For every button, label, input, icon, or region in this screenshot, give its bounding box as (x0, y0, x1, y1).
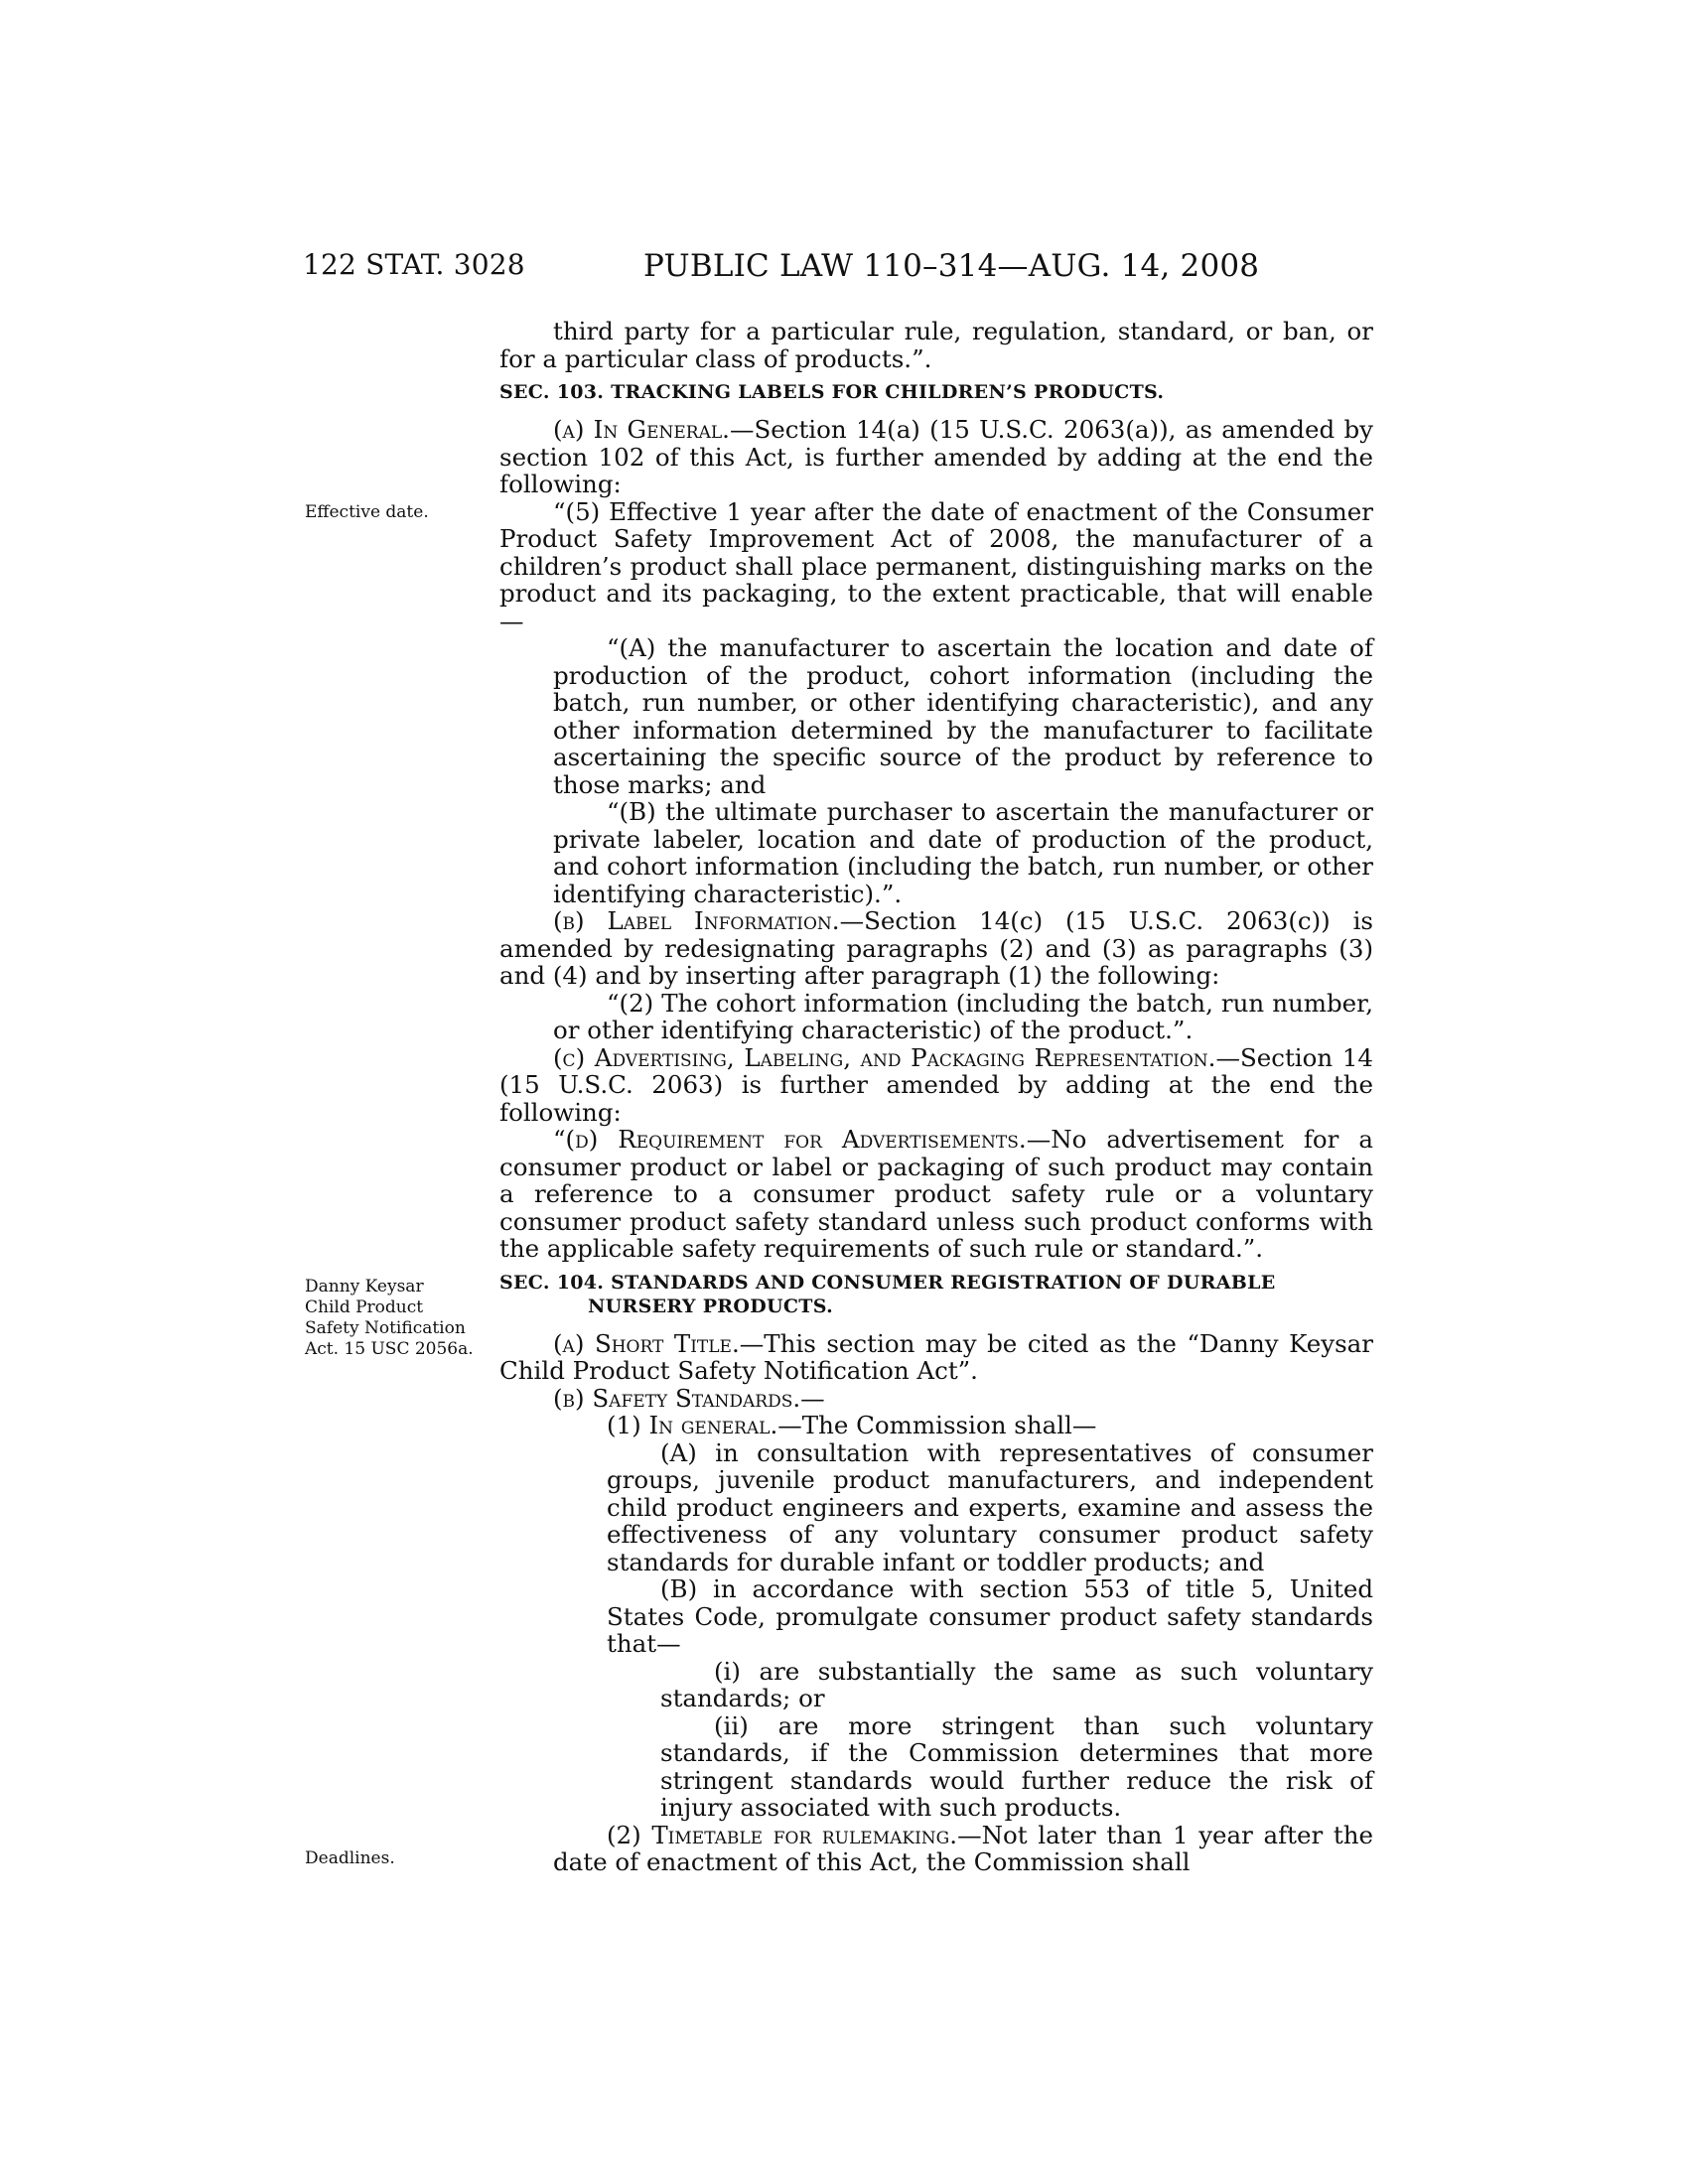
sec104-b-label: (b) Safety Standards. (553, 1383, 801, 1413)
sec103-b-text: —Section 14(c) (15 U.S.C. 2063(c)) is amended by redesignating paragraphs (2) and (3) as paragraphs (3) and (4) and by inserting after paragraph (1) the following: (499, 906, 1373, 990)
sec103-subsection-b (499, 907, 1373, 990)
section-103-heading: SEC. 103. TRACKING LABELS FOR CHILDREN’S PRODUCTS. (499, 381, 1165, 403)
sec104-paragraph-b1B: (B) in accordance with section 553 of title 5, United States Code, promulgate consumer product safety standards that— (607, 1574, 1373, 1658)
sec104-paragraph-b1A: (A) in consultation with representatives of consumer groups, juvenile product manufacturers, and independent child product engineers and experts, examine and assess the effectiveness of any voluntary consumer product safety standards for durable infant or toddler products; and (607, 1437, 1373, 1576)
section-104-heading-line-1: SEC. 104. STANDARDS AND CONSUMER REGISTRATION OF DURABLE (499, 1271, 1276, 1294)
sec103-paragraph-b2: “(2) The cohort information (including the batch, run number, or other identifying characteristic) of the product.”. (553, 988, 1373, 1044)
section-104-heading-line-2: NURSERY PRODUCTS. (588, 1295, 834, 1317)
sec103-a-label: (a) In General. (553, 415, 730, 444)
margin-note-danny-keysar: Danny Keysar Child Product Safety Notification Act. 15 USC 2056a. (305, 1277, 474, 1359)
sec104-subsection-a (499, 1330, 1373, 1385)
sec104-b-text: — (800, 1383, 825, 1413)
running-header (303, 248, 1395, 288)
sec103-a-text: —Section 14(a) (15 U.S.C. 2063(a)), as amended by section 102 of this Act, is further amended by adding at the end the following: (499, 415, 1373, 498)
sec103-paragraph-5A: “(A) the manufacturer to ascertain the location and date of production of the product, cohort information (including the batch, run number, or other identifying characteristic), and any other information determined by the manufacturer to facilitate ascertaining the specific source of the product by reference to those marks; and (553, 633, 1373, 799)
sec104-b2-text: —Not later than 1 year after the date of enactment of this Act, the Commission shall (553, 1820, 1373, 1876)
sec104-b2-label: (2) Timetable for rulemaking. (607, 1820, 958, 1849)
sec103-paragraph-5B: “(B) the ultimate purchaser to ascertain the manufacturer or private labeler, location and date of production of the product, and cohort information (including the batch, run number, or other identifying characteristic).”. (553, 797, 1373, 908)
sec103-subsection-a (499, 416, 1373, 498)
sec103-d-label: “(d) Requirement for Advertisements. (553, 1125, 1027, 1154)
sec103-c-text: —Section 14 (15 U.S.C. 2063) is further amended by adding at the end the following: (499, 1042, 1373, 1127)
continuation-paragraph: third party for a particular rule, regulation, standard, or ban, or for a particular class of products.”. (499, 317, 1373, 373)
sec104-a-label: (a) Short Title. (553, 1328, 740, 1358)
sec104-paragraph-b1 (499, 1412, 1373, 1439)
sec104-a-text: —This section may be cited as the “Danny Keysar Child Product Safety Notification Act”. (499, 1328, 1373, 1385)
sec103-subsection-d (499, 1126, 1373, 1263)
sec103-paragraph-5: “(5) Effective 1 year after the date of enactment of the Consumer Product Safety Improvement Act of 2008, the manufacturer of a children’s product shall place permanent, distinguishing marks on the product and its packaging, to the extent practicable, that will enable— (499, 496, 1373, 635)
body-text (499, 318, 1373, 1876)
margin-note-effective-date: Effective date. (305, 502, 429, 522)
margin-note-deadlines: Deadlines. (305, 1848, 395, 1868)
sec104-b1-label: (1) In general. (607, 1411, 778, 1439)
law-title: PUBLIC LAW 110–314—AUG. 14, 2008 (643, 248, 1260, 284)
sec104-paragraph-b2 (499, 1822, 1373, 1876)
sec104-clause-i: (i) are substantially the same as such voluntary standards; or (660, 1656, 1373, 1712)
sec103-d-text: —No advertisement for a consumer product or label or packaging of such product may contain a reference to a consumer product safety rule or a voluntary consumer product safety standard unless such product conforms with the applicable safety requirements of such rule or standard.”. (499, 1125, 1374, 1263)
sec103-b-label: (b) Label Information. (553, 906, 840, 935)
sec103-subsection-c (499, 1044, 1373, 1127)
section-104-heading (499, 1271, 1373, 1318)
sec104-subsection-b (499, 1385, 1373, 1413)
sec104-b1-text: —The Commission shall— (777, 1411, 1097, 1439)
stat-citation: 122 STAT. 3028 (303, 248, 525, 281)
sec103-c-label: (c) Advertising, Labeling, and Packaging Representation. (553, 1042, 1216, 1072)
sec104-clause-ii: (ii) are more stringent than such voluntary standards, if the Commission determines that more stringent standards would further reduce the risk of injury associated with such products. (660, 1710, 1373, 1822)
